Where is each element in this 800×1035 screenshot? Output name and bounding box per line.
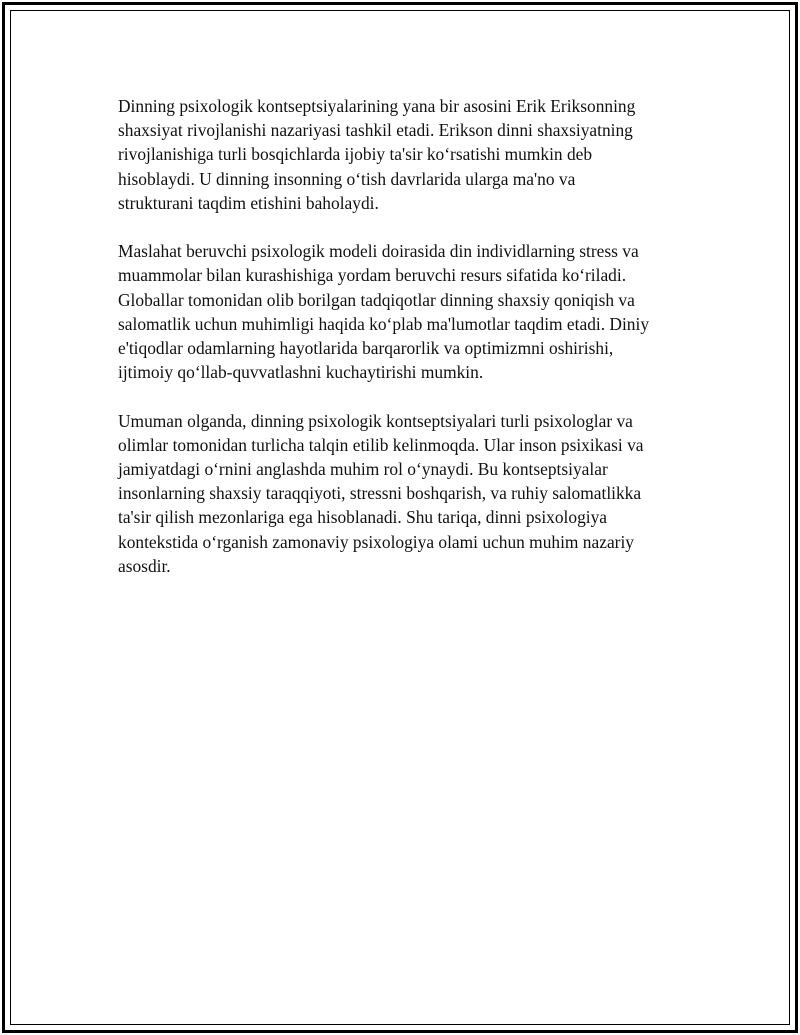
text-line: Dinning psixologik kontseptsiyalarining yana bir asosini Erik Eriksonning — [118, 96, 636, 116]
text-line: ta'sir qilish mezonlariga ega hisoblanadi. Shu tariqa, dinni psixologiya — [118, 507, 608, 528]
paragraph-3 — [118, 409, 688, 578]
text-line: muammolar bilan kurashishiga yordam beruvchi resurs sifatida koʻriladi. — [118, 265, 627, 286]
paragraph-2 — [118, 239, 688, 384]
text-line: Maslahat beruvchi psixologik modeli doirasida din individlarning stress va — [118, 241, 639, 262]
text-line: hisoblaydi. U dinning insonning oʻtish davrlarida ularga ma'no va — [118, 168, 576, 189]
text-line: strukturani taqdim etishini baholaydi. — [118, 192, 379, 213]
text-line: olimlar tomonidan turlicha talqin etilib kelinmoqda. Ular inson psixikasi va — [118, 434, 644, 455]
text-line: asosdir. — [118, 555, 171, 576]
text-line: e'tiqodlar odamlarning hayotlarida barqarorlik va optimizmni oshirishi, — [118, 338, 614, 359]
text-line: jamiyatdagi oʻrnini anglashda muhim rol oʻynaydi. Bu kontseptsiyalar — [118, 459, 608, 480]
paragraph-1 — [118, 94, 688, 215]
text-line: salomatlik uchun muhimligi haqida koʻplab ma'lumotlar taqdim etadi. Diniy — [118, 313, 650, 334]
document-body — [118, 94, 688, 602]
text-line: rivojlanishiga turli bosqichlarda ijobiy ta'sir koʻrsatishi mumkin deb — [118, 144, 593, 165]
text-line: insonlarning shaxsiy taraqqiyoti, stressni boshqarish, va ruhiy salomatlikka — [118, 483, 642, 504]
text-line: kontekstida oʻrganish zamonaviy psixologiya olami uchun muhim nazariy — [118, 531, 634, 552]
text-line: Globallar tomonidan olib borilgan tadqiqotlar dinning shaxsiy qoniqish va — [118, 289, 635, 310]
text-line: ijtimoiy qoʻllab-quvvatlashni kuchaytirishi mumkin. — [118, 362, 484, 383]
text-line: shaxsiyat rivojlanishi nazariyasi tashkil etadi. Erikson dinni shaxsiyatning — [118, 120, 633, 141]
text-line: Umuman olganda, dinning psixologik kontseptsiyalari turli psixologlar va — [118, 410, 633, 431]
